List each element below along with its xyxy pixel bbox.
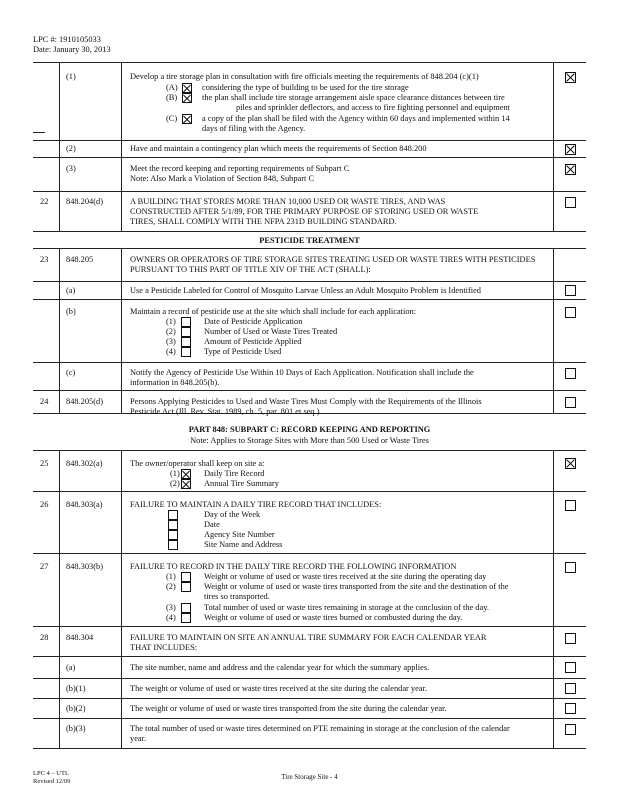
item-label: (3)	[166, 337, 176, 346]
row-text: OWNERS OR OPERATORS OF TIRE STORAGE SITES TREATING USED OR WASTE TIRES WITH PESTICIDES	[130, 255, 536, 264]
item-checkbox[interactable]	[181, 317, 191, 327]
row-24-checkbox[interactable]	[565, 397, 576, 408]
item-text: Date	[204, 520, 220, 529]
row-3-checkbox[interactable]	[565, 164, 576, 175]
document-date: Date: January 30, 2013	[33, 45, 111, 54]
column-divider	[59, 62, 60, 192]
item-label: (4)	[166, 613, 176, 622]
row-divider	[33, 626, 586, 627]
section-heading: PESTICIDE TREATMENT	[259, 236, 360, 245]
row-sub-label: (b)(3)	[66, 724, 86, 733]
item-checkbox[interactable]	[168, 530, 178, 540]
section-ref: 848.304	[66, 633, 94, 642]
row-text: A BUILDING THAT STORES MORE THAN 10,000 USED OR WASTE TIRES, AND WAS	[130, 197, 446, 206]
item-label: (4)	[166, 347, 176, 356]
row-tick	[33, 132, 45, 133]
row-divider	[33, 718, 586, 719]
item-checkbox[interactable]	[168, 510, 178, 520]
row-text: The owner/operator shall keep on site a:	[130, 459, 265, 468]
row-number: 25	[40, 459, 49, 468]
row-2-checkbox[interactable]	[565, 144, 576, 155]
item-checkbox[interactable]	[182, 93, 192, 103]
row-26-checkbox[interactable]	[565, 500, 576, 511]
item-text: considering the type of building to be used for the tire storage	[202, 83, 409, 92]
column-divider	[553, 191, 554, 231]
item-text: Daily Tire Record	[204, 469, 265, 478]
section-ref: 848.205	[66, 255, 94, 264]
item-text: Amount of Pesticide Applied	[204, 337, 302, 346]
row-text: FAILURE TO MAINTAIN ON SITE AN ANNUAL TIRE SUMMARY FOR EACH CALENDAR YEAR	[130, 633, 487, 642]
item-label: (2)	[166, 582, 176, 591]
row-28b1-checkbox[interactable]	[565, 683, 576, 694]
row-text: TIRES, SHALL COMPLY WITH THE NFPA 231D BUILDING STANDARD.	[130, 217, 397, 226]
item-checkbox[interactable]	[181, 572, 191, 582]
item-checkbox[interactable]	[182, 83, 192, 93]
lpc-number: LPC #: 1910105033	[33, 35, 101, 44]
row-text: FAILURE TO RECORD IN THE DAILY TIRE RECORD THE FOLLOWING INFORMATION	[130, 562, 457, 571]
item-checkbox[interactable]	[181, 582, 191, 592]
item-text: Site Name and Address	[204, 540, 283, 549]
column-divider	[59, 450, 60, 748]
item-label: (3)	[166, 603, 176, 612]
row-text: The site number, name and address and the calendar year for which the summary applies.	[130, 663, 430, 672]
item-checkbox[interactable]	[182, 114, 192, 124]
item-text: Type of Pesticide Used	[204, 347, 282, 356]
row-divider	[33, 656, 586, 657]
row-note: Note: Also Mark a Violation of Section 848, Subpart C	[130, 174, 315, 183]
row-divider	[33, 390, 586, 391]
row-sub-label: (1)	[66, 72, 76, 81]
row-divider	[33, 698, 586, 699]
item-label: (1)	[166, 317, 176, 326]
row-text: information in 848.205(b).	[130, 378, 220, 387]
row-number: 22	[40, 197, 49, 206]
item-label: (1)	[170, 469, 180, 478]
row-divider	[33, 140, 586, 141]
column-divider	[121, 450, 122, 748]
item-text: tires so transported.	[204, 592, 270, 601]
row-23a-checkbox[interactable]	[565, 285, 576, 296]
row-22-checkbox[interactable]	[565, 197, 576, 208]
section-ref: 848.204(d)	[66, 197, 103, 206]
table-bottom-border	[33, 748, 586, 749]
row-number: 23	[40, 255, 49, 264]
column-divider	[59, 248, 60, 413]
row-text: year.	[130, 734, 147, 743]
row-number: 28	[40, 633, 49, 642]
part-heading: PART 848: SUBPART C: RECORD KEEPING AND REPORTING	[188, 425, 431, 434]
row-text: Maintain a record of pesticide use at the site which shall include for each application:	[130, 307, 417, 316]
item-checkbox[interactable]	[181, 347, 191, 357]
column-divider	[553, 62, 554, 192]
row-23b-checkbox[interactable]	[565, 307, 576, 318]
row-text: The weight or volume of used or waste tires transported from the site during the calendar year.	[130, 704, 447, 713]
row-sub-label: (c)	[66, 368, 76, 377]
item-text: Weight or volume of used or waste tires transported from the site and the destination of the	[204, 582, 509, 591]
row-divider	[33, 248, 586, 249]
row-divider	[33, 299, 586, 300]
column-divider	[553, 248, 554, 413]
item-label: (A)	[166, 83, 178, 92]
form-code: LPC 4 – UTL	[33, 770, 69, 777]
item-label: (1)	[166, 572, 176, 581]
row-text: Pesticide Act (Ill. Rev. Stat. 1989, ch. 5, par. 801 et seq.)	[130, 407, 320, 416]
row-sub-label: (2)	[66, 144, 76, 153]
section-ref: 848.205(d)	[66, 397, 103, 406]
row-text: Develop a tire storage plan in consultation with fire officials meeting the requirements of 848.204 (c)(1)	[130, 72, 479, 81]
row-divider	[33, 191, 586, 192]
item-label: (C)	[166, 114, 178, 123]
row-28a-checkbox[interactable]	[565, 662, 576, 673]
row-number: 27	[40, 562, 49, 571]
row-23c-checkbox[interactable]	[565, 368, 576, 379]
page-footer: Tire Storage Site - 4	[281, 773, 338, 781]
form-revision: Revised 12/09	[33, 778, 71, 785]
item-text: the plan shall include tire storage arrangement aisle space clearance distances between tire	[202, 93, 505, 102]
item-checkbox[interactable]	[181, 603, 191, 613]
item-checkbox[interactable]	[168, 520, 178, 530]
table-top-border	[33, 62, 586, 63]
item-text: Annual Tire Summary	[204, 479, 279, 488]
row-divider	[33, 678, 586, 679]
column-divider	[553, 450, 554, 748]
row-divider	[33, 553, 586, 554]
item-text: Weight or volume of used or waste tires burned or combusted during the day.	[204, 613, 463, 622]
item-checkbox[interactable]	[181, 479, 191, 489]
row-sub-label: (b)	[66, 307, 76, 316]
row-28b3-checkbox[interactable]	[565, 724, 576, 735]
column-divider	[121, 248, 122, 413]
column-divider	[121, 62, 122, 192]
row-text: Notify the Agency of Pesticide Use Within 10 Days of Each Application. Notification shall include the	[130, 368, 474, 377]
section-ref: 848.303(a)	[66, 500, 103, 509]
row-sub-label: (b)(1)	[66, 684, 86, 693]
row-text: Persons Applying Pesticides to Used and Waste Tires Must Comply with the Requirements of the Illinois	[130, 397, 482, 406]
row-1-checkbox[interactable]	[565, 72, 576, 83]
section-ref: 848.302(a)	[66, 459, 103, 468]
part-note: Note: Applies to Storage Sites with More than 500 Used or Waste Tires	[190, 436, 429, 445]
item-text: Agency Site Number	[204, 530, 275, 539]
item-checkbox[interactable]	[181, 469, 191, 479]
item-checkbox[interactable]	[181, 613, 191, 623]
row-text: CONSTRUCTED AFTER 5/1/89, FOR THE PRIMARY PURPOSE OF STORING USED OR WASTE	[130, 207, 479, 216]
item-text: Weight or volume of used or waste tires received at the site during the operating day	[204, 572, 487, 581]
row-text: THAT INCLUDES:	[130, 643, 198, 652]
row-sub-label: (b)(2)	[66, 704, 86, 713]
row-divider	[33, 491, 586, 492]
item-text: Total number of used or waste tires remaining in storage at the conclusion of the day.	[204, 603, 489, 612]
row-divider	[33, 450, 586, 451]
row-sub-label: (3)	[66, 164, 76, 173]
row-sub-label: (a)	[66, 663, 76, 672]
item-text: piles and sprinkler deflectors, and access to fire fighting personnel and equipment	[236, 103, 510, 112]
row-sub-label: (a)	[66, 286, 76, 295]
row-divider	[33, 157, 586, 158]
row-text: Have and maintain a contingency plan which meets the requirements of Section 848.200	[130, 144, 427, 153]
row-text: The weight or volume of used or waste tires received at the site during the calendar year.	[130, 684, 427, 693]
item-checkbox[interactable]	[168, 540, 178, 550]
row-text: FAILURE TO MAINTAIN A DAILY TIRE RECORD THAT INCLUDES:	[130, 500, 382, 509]
item-label: (2)	[170, 479, 180, 488]
row-28-checkbox[interactable]	[565, 633, 576, 644]
item-text: Day of the Week	[204, 510, 261, 519]
row-divider	[33, 362, 586, 363]
item-text: a copy of the plan shall be filed with the Agency within 60 days and implemented within 14	[202, 114, 510, 123]
column-divider	[59, 191, 60, 231]
row-27-checkbox[interactable]	[565, 562, 576, 573]
column-divider	[121, 191, 122, 231]
row-divider	[33, 281, 586, 282]
item-label: (2)	[166, 327, 176, 336]
row-25-checkbox[interactable]	[565, 458, 576, 469]
row-number: 24	[40, 397, 49, 406]
item-text: days of filing with the Agency.	[202, 124, 306, 133]
row-text: Meet the record keeping and reporting requirements of Subpart C	[130, 164, 350, 173]
item-text: Date of Pesticide Application	[204, 317, 303, 326]
row-28b2-checkbox[interactable]	[565, 703, 576, 714]
item-label: (B)	[166, 93, 178, 102]
item-checkbox[interactable]	[181, 337, 191, 347]
row-number: 26	[40, 500, 49, 509]
row-text: The total number of used or waste tires determined on PTE remaining in storage at the conclusion of the calendar	[130, 724, 510, 733]
item-checkbox[interactable]	[181, 327, 191, 337]
row-text: PURSUANT TO THIS PART OF TITLE XIV OF THE ACT (SHALL):	[130, 265, 371, 274]
row-divider	[33, 231, 586, 232]
section-ref: 848.303(b)	[66, 562, 103, 571]
item-text: Number of Used or Waste Tires Treated	[204, 327, 338, 336]
row-text: Use a Pesticide Labeled for Control of Mosquito Larvae Unless an Adult Mosquito Problem is Identified	[130, 286, 481, 295]
